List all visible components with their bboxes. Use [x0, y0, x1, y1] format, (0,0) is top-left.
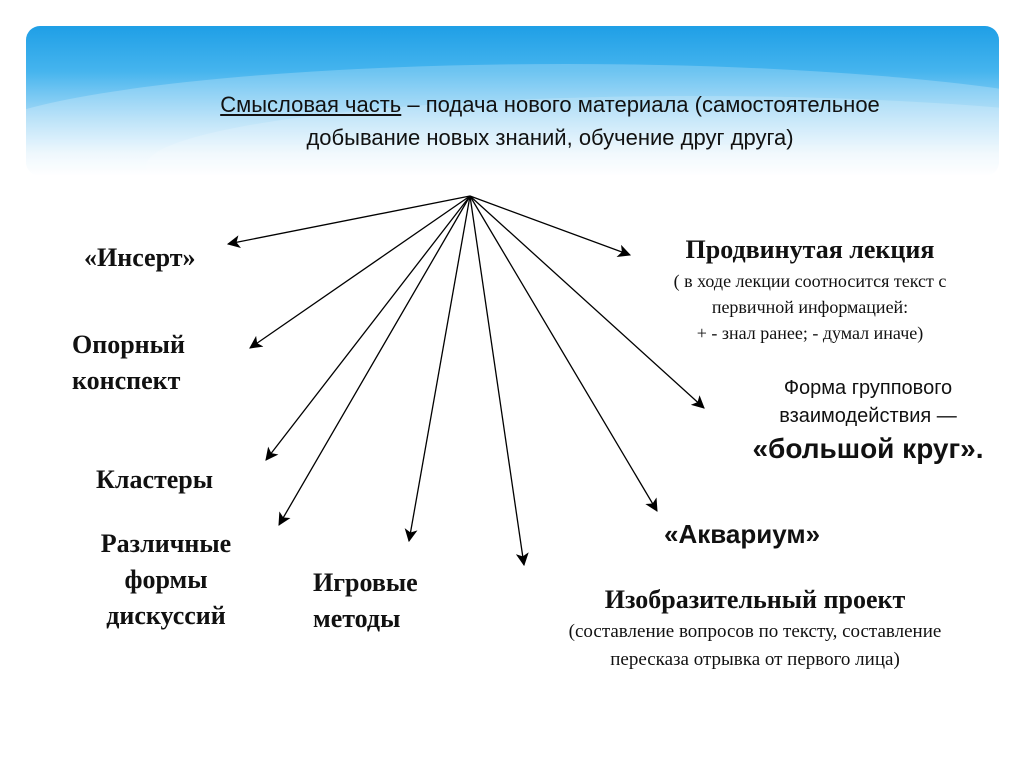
node-lecture: [600, 232, 1020, 346]
node-igrovye-metody: [313, 565, 483, 637]
heading-underlined: Смысловая часть: [220, 92, 402, 117]
node-krug-line: взаимодействия —: [779, 405, 957, 427]
node-insert: [84, 240, 254, 276]
node-bolshoi-krug: [718, 374, 1018, 468]
node-klastery-label: Кластеры: [96, 465, 214, 494]
node-discussions-line: Различные: [100, 529, 232, 558]
node-opornyi-line: Опорный: [72, 330, 185, 359]
node-lecture-desc: ( в ходе лекции соотносится текст с: [673, 271, 947, 291]
node-discussions: [78, 526, 254, 634]
node-opornyi-line: конспект: [72, 366, 181, 395]
arrow-to-insert: [228, 196, 470, 244]
node-discussions-line: формы: [124, 565, 208, 594]
node-krug-line: Форма группового: [783, 377, 953, 399]
arrow-to-klastery: [266, 196, 470, 460]
node-igrovye-line: методы: [313, 604, 401, 633]
heading-rest: – подача нового материала (самостоятельное: [401, 92, 880, 117]
heading-line-2: добывание новых знаний, обучение друг друга): [306, 125, 794, 150]
node-discussions-line: дискуссий: [106, 601, 226, 630]
node-project-desc: (составление вопросов по тексту, составление: [568, 621, 942, 642]
node-insert-label: «Инсерт»: [84, 243, 196, 272]
arrow-to-project: [470, 196, 524, 565]
node-project-desc: пересказа отрывка от первого лица): [610, 649, 900, 670]
node-lecture-desc: первичной информацией:: [711, 297, 909, 317]
node-project-title: Изобразительный проект: [604, 585, 906, 614]
node-akvarium: [664, 516, 884, 552]
node-igrovye-line: Игровые: [313, 568, 418, 597]
node-klastery: [96, 462, 266, 498]
node-krug-line: «большой круг».: [752, 433, 984, 464]
arrow-to-opornyi: [250, 196, 470, 348]
node-lecture-title: Продвинутая лекция: [685, 235, 935, 264]
node-akvarium-label: «Аквариум»: [664, 519, 821, 549]
node-project: [490, 582, 1020, 674]
node-opornyi-konspekt: [72, 327, 242, 399]
node-lecture-desc: + - знал ранее; - думал иначе): [696, 323, 924, 343]
